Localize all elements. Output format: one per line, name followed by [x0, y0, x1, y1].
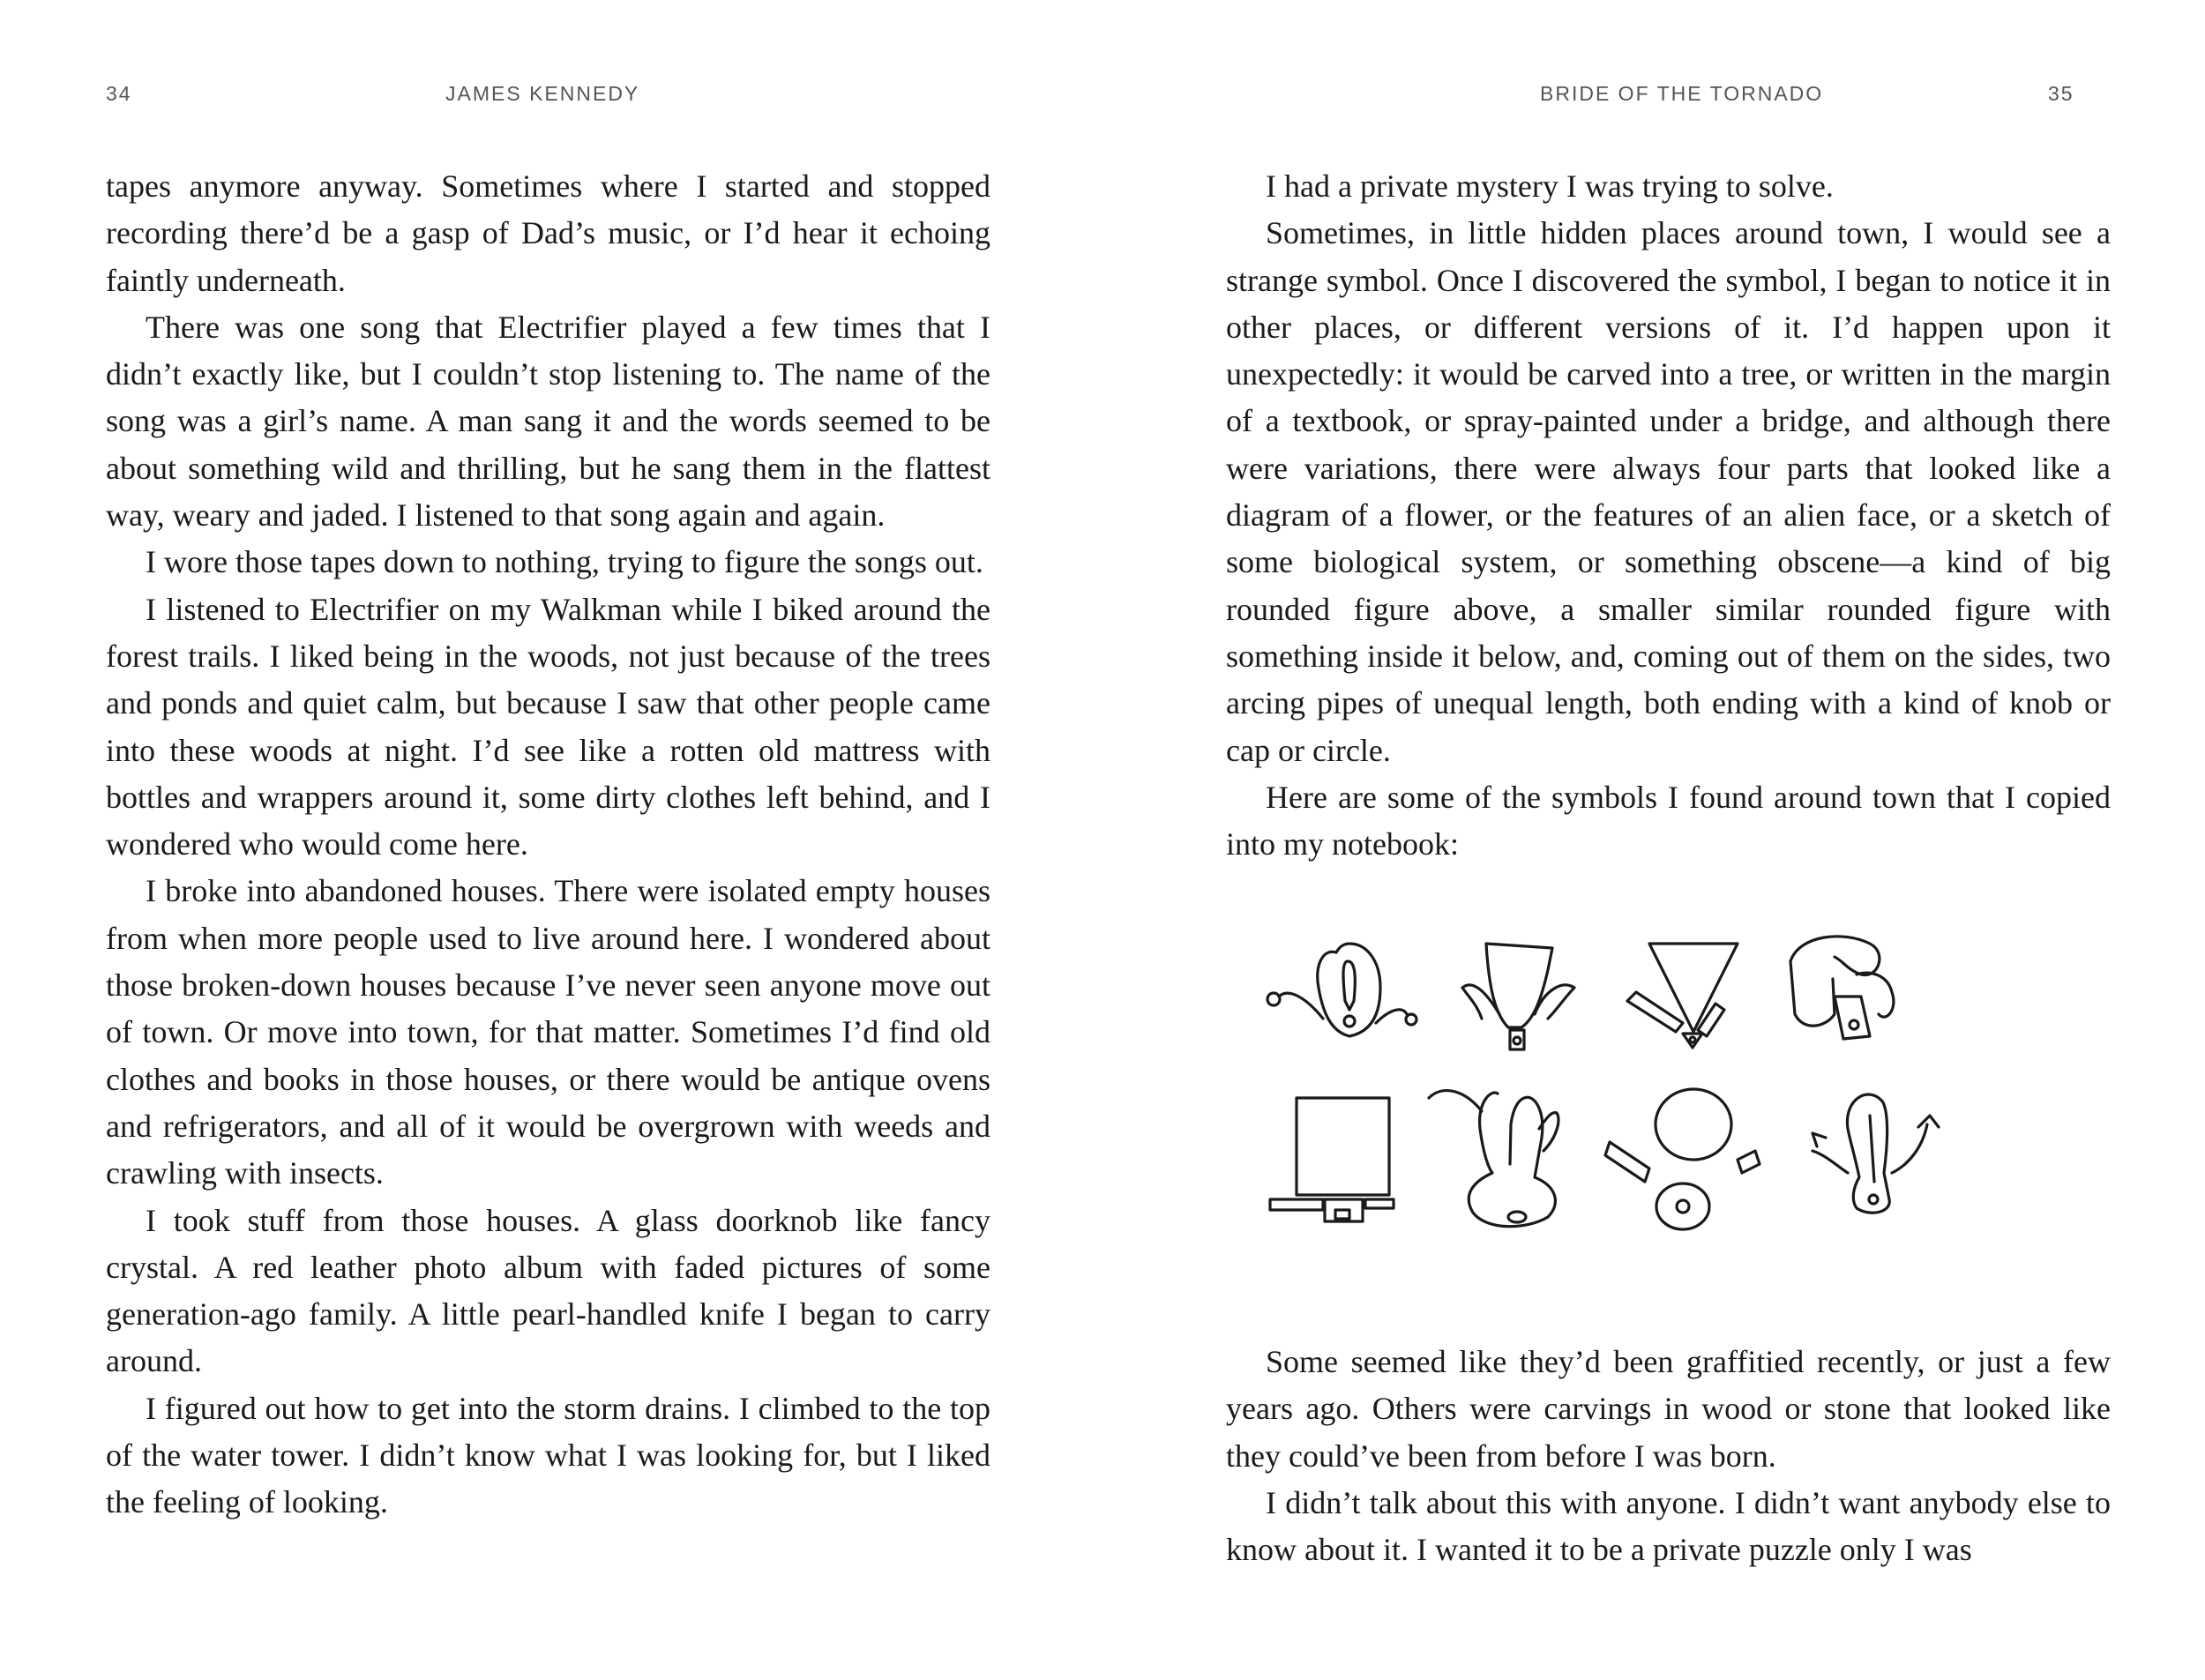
paragraph: Sometimes, in little hidden places around town, I would see a strange symbol. Once I discovered the symbol, I began to notice it in other places, or different versions of it. I’d happen upon it unexpectedly: it would be carved into a tree, or written in the margin of a textbook, or spray-painted under a bridge, and although there were variations, there were always four parts that looked like a diagram of a flower, or the features of an alien face, or a sketch of some biological system, or something obscene—a kind of big rounded figure above, a smaller similar rounded figure with something inside it below, and, coming out of them on the sides, two arcing pipes of unequal length, both ending with a kind of knob or cap or circle. [1226, 215, 2111, 768]
symbol-7-icon [1605, 1089, 1760, 1229]
paragraph: I had a private mystery I was trying to solve. [1266, 168, 1834, 204]
page-number-left: 34 [106, 82, 132, 105]
paragraph: I didn’t talk about this with anyone. I didn’t want anybody else to know about it. I wanted it to be a private puzzle only I was [1226, 1484, 2111, 1568]
paragraph: I broke into abandoned houses. There were isolated empty houses from when more people used to live around here. I wondered about those broken-down houses because I’ve never seen anyone move out of town. Or move into town, for that matter. Sometimes I’d find old clothes and books in those houses, or there would be antique ovens and refrigerators, and all of it would be overgrown with weeds and crawling with insects. [106, 873, 990, 1191]
symbol-1-icon [1267, 944, 1416, 1036]
symbol-2-icon [1462, 944, 1574, 1049]
left-page-body [106, 163, 990, 1527]
paragraph: There was one song that Electrifier played a few times that I didn’t exactly like, but I couldn’t stop listening to. The name of the song was a girl’s name. A man sang it and the words seemed to be about something wild and thrilling, but he sang them in the flattest way, weary and jaded. I listened to that song again and again. [106, 309, 990, 534]
paragraph: I took stuff from those houses. A glass doorknob like fancy crystal. A red leather photo album with faded pictures of some generation-ago family. A little pearl-handled knife I began to carry around. [106, 1202, 990, 1379]
paragraph: I listened to Electrifier on my Walkman while I biked around the forest trails. I liked being in the woods, not just because of the trees and ponds and quiet calm, but because I saw that other people came into these woods at night. I’d see like a rotten old mattress with bottles and wrappers around it, some dirty clothes left behind, and I wondered who would come here. [106, 591, 990, 862]
symbol-3-icon [1627, 944, 1738, 1048]
symbol-6-icon [1429, 1091, 1558, 1227]
paragraph: Here are some of the symbols I found around town that I copied into my notebook: [1226, 779, 2111, 862]
running-head-author: JAMES KENNEDY [445, 82, 640, 105]
symbol-8-icon [1813, 1094, 1939, 1213]
running-head-title: BRIDE OF THE TORNADO [1540, 82, 1824, 105]
symbol-4-icon [1790, 937, 1894, 1039]
paragraph: Some seemed like they’d been graffitied recently, or just a few years ago. Others were carvings in wood or stone that looked like they could’ve been from before I was born. [1226, 1344, 2111, 1474]
right-page-body-bottom [1226, 1339, 2111, 1573]
paragraph: I figured out how to get into the storm drains. I climbed to the top of the water tower. I didn’t know what I was looking for, but I liked the feeling of looking. [106, 1390, 990, 1520]
right-page-body-top [1226, 163, 2111, 868]
symbols-figure [1261, 926, 2073, 1261]
page-number-right: 35 [2048, 82, 2074, 105]
paragraph: tapes anymore anyway. Sometimes where I started and stopped recording there’d be a gasp of Dad’s music, or I’d hear it echoing faintly underneath. [106, 168, 990, 298]
symbol-5-icon [1270, 1098, 1394, 1221]
paragraph: I wore those tapes down to nothing, trying to figure the songs out. [146, 544, 983, 580]
